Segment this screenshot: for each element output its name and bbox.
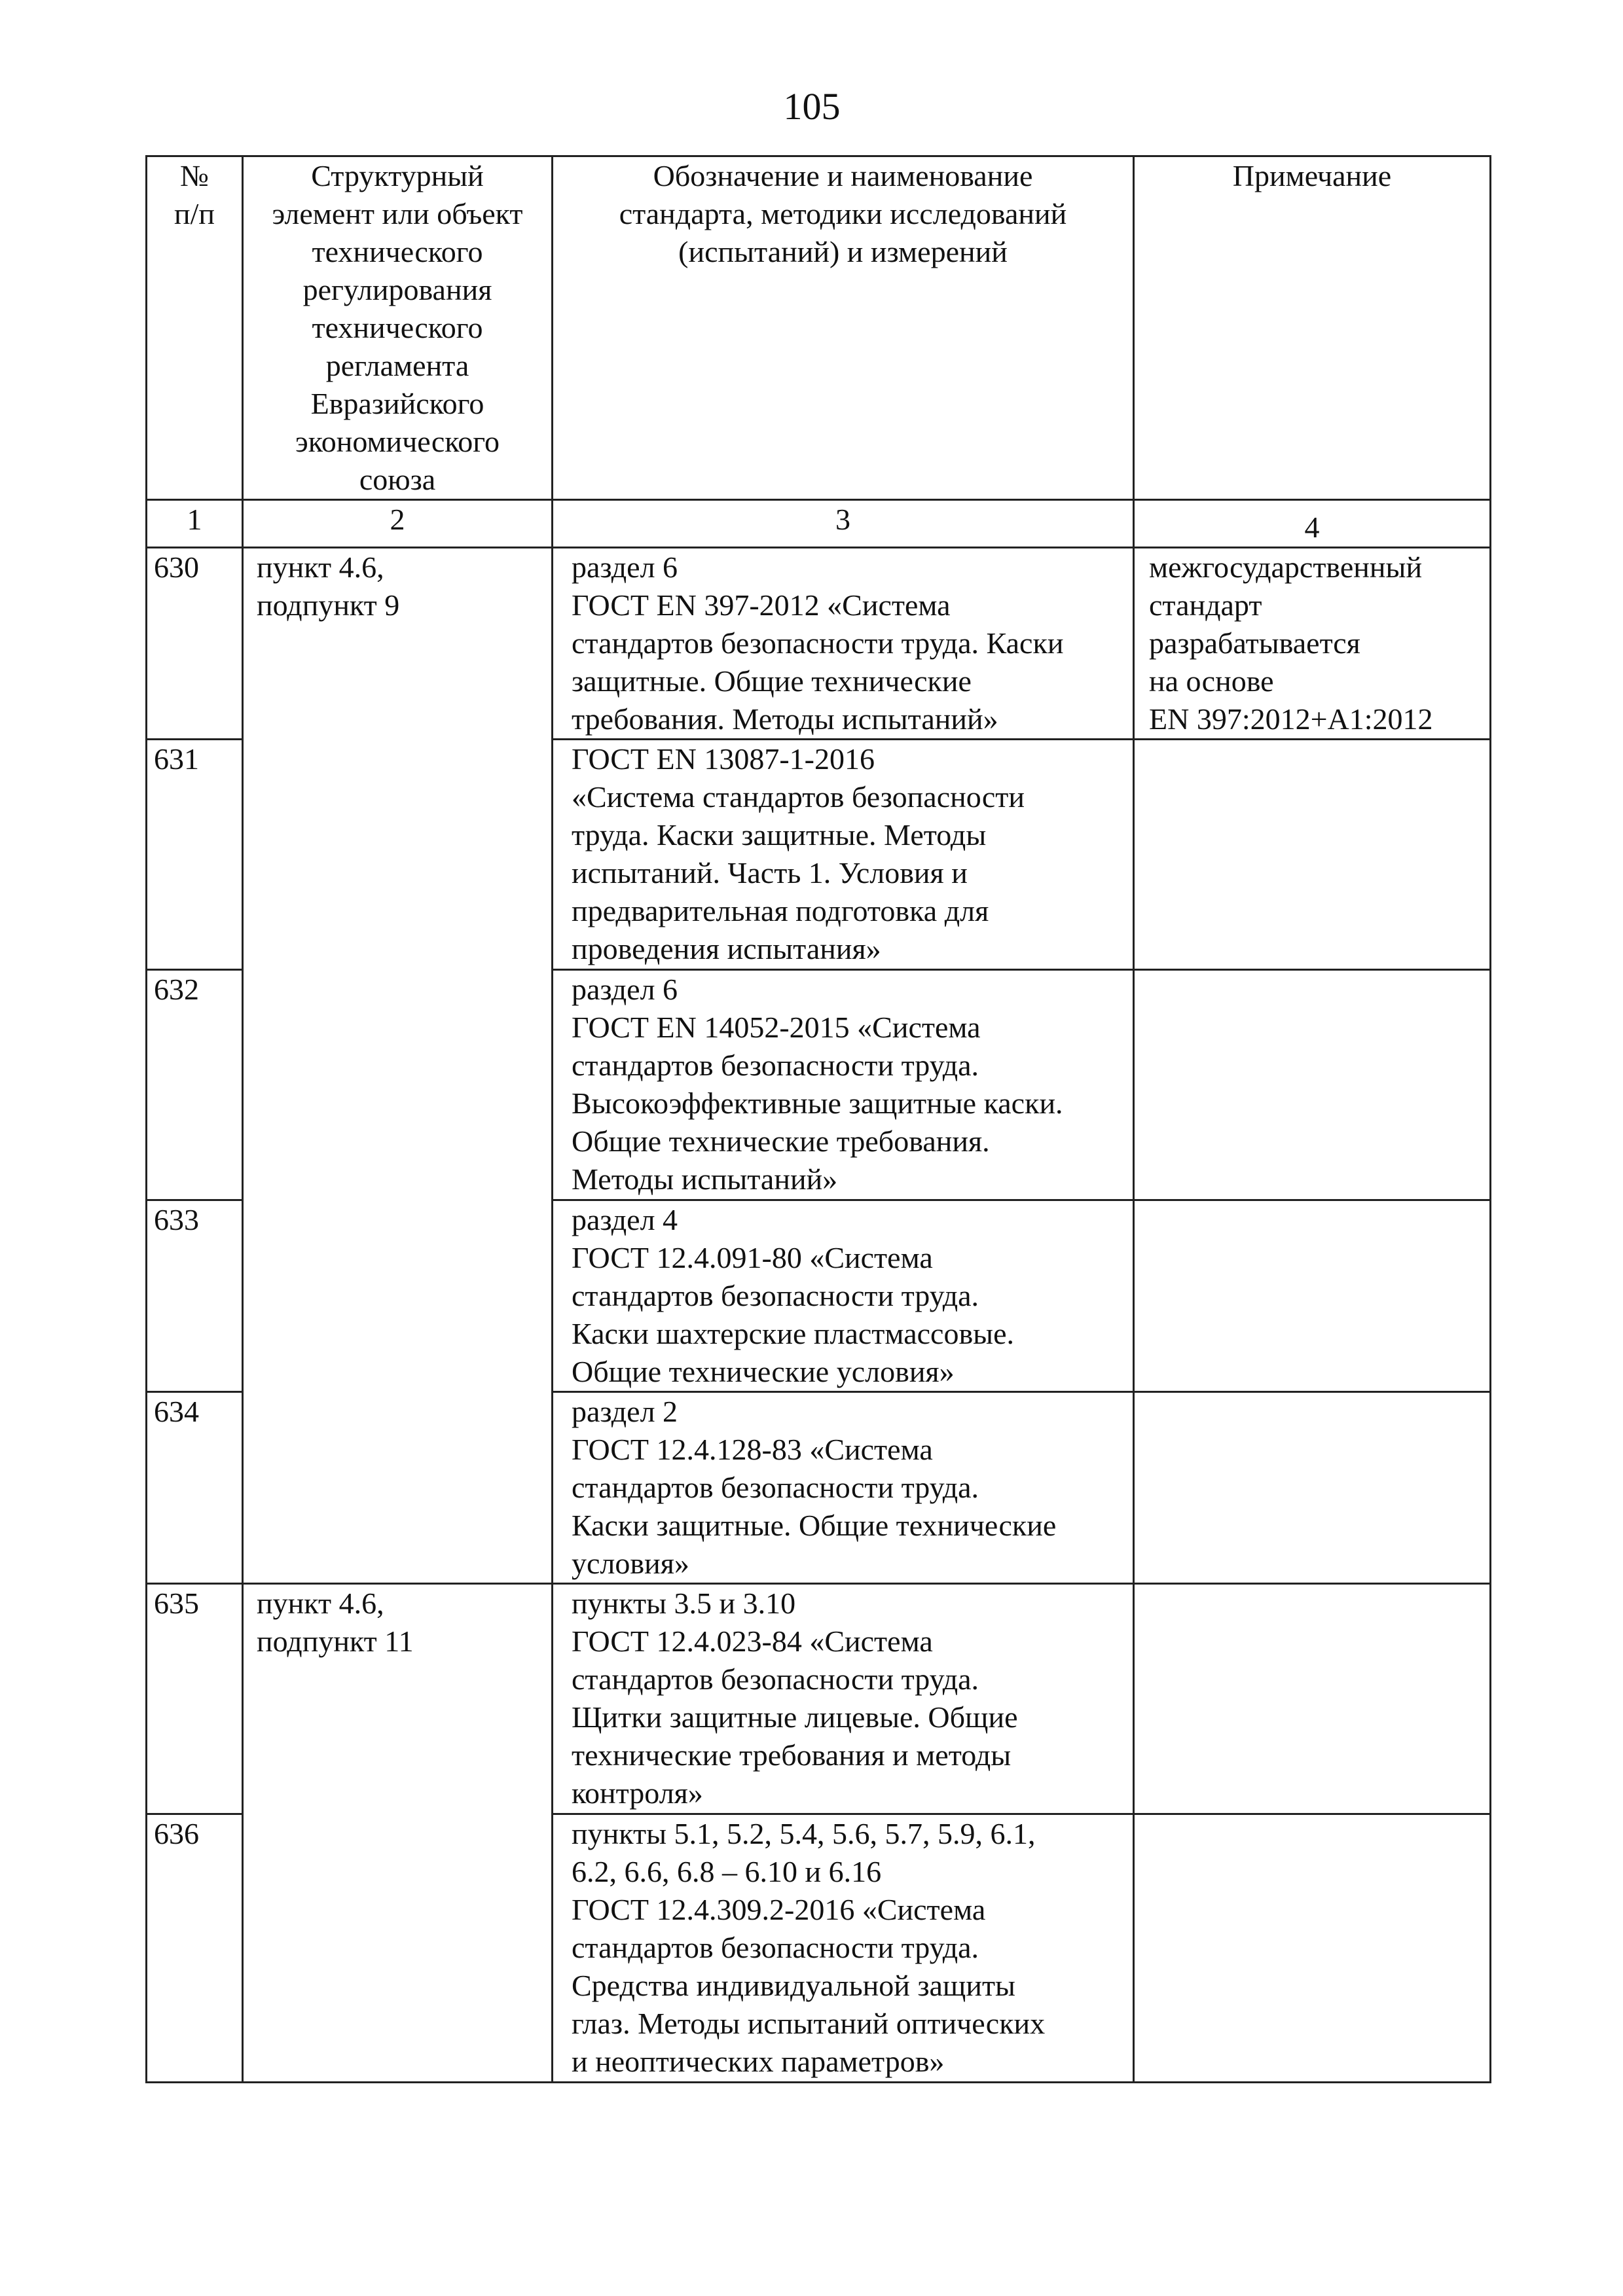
standard-line: ГОСТ EN 397-2012 «Система <box>572 588 951 622</box>
note-line: EN 397:2012+A1:2012 <box>1149 702 1433 736</box>
standard-line: требования. Методы испытаний» <box>572 702 998 736</box>
standard-line: стандартов безопасности труда. Каски <box>572 626 1064 660</box>
standard-line: и неоптических параметров» <box>572 2045 945 2078</box>
standard-line: «Система стандартов безопасности <box>572 780 1025 814</box>
standard-line: стандартов безопасности труда. <box>572 1931 979 1964</box>
note-line: стандарт <box>1149 588 1262 622</box>
standard-line: труда. Каски защитные. Методы <box>572 818 987 852</box>
standard-line: Методы испытаний» <box>572 1162 838 1196</box>
header-col2-line: Структурный <box>311 159 484 192</box>
header-col2-line: элемент или объект <box>272 197 523 230</box>
header-col1-line: № <box>180 159 209 192</box>
header-col2-line: союза <box>359 463 436 496</box>
header-standard-cell <box>553 156 1134 500</box>
standard-line: проведения испытания» <box>572 932 881 965</box>
row-number: 634 <box>147 1392 243 1584</box>
table-row <box>147 1584 1491 1814</box>
element-line: пункт 4.6, <box>257 1587 384 1620</box>
note-cell <box>1134 1200 1491 1392</box>
header-col3-line: стандарта, методики исследований <box>619 197 1067 230</box>
row-number: 630 <box>147 548 243 740</box>
element-line: пункт 4.6, <box>257 550 384 584</box>
standard-line: Общие технические условия» <box>572 1355 955 1388</box>
standard-line: ГОСТ 12.4.091-80 «Система <box>572 1241 933 1274</box>
header-col2-line: Евразийского <box>310 387 484 420</box>
table-row <box>147 548 1491 740</box>
standard-line: Общие технические требования. <box>572 1124 990 1158</box>
standard-line: раздел 6 <box>572 550 678 584</box>
standard-line: ГОСТ 12.4.023-84 «Система <box>572 1624 933 1658</box>
standard-line: раздел 2 <box>572 1395 678 1428</box>
standard-line: ГОСТ EN 14052-2015 «Система <box>572 1011 981 1044</box>
standard-cell <box>553 1392 1134 1584</box>
row-number: 635 <box>147 1584 243 1814</box>
header-col3-line: (испытаний) и измерений <box>678 235 1008 268</box>
standard-line: предварительная подготовка для <box>572 894 989 927</box>
standard-line: ГОСТ 12.4.309.2-2016 «Система <box>572 1893 986 1926</box>
standard-line: Каски шахтерские пластмассовые. <box>572 1317 1014 1350</box>
standard-cell <box>553 970 1134 1200</box>
standard-line: Средства индивидуальной защиты <box>572 1969 1015 2002</box>
note-cell <box>1134 1584 1491 1814</box>
standard-line: глаз. Методы испытаний оптических <box>572 2007 1046 2040</box>
element-cell <box>243 548 553 1584</box>
standard-line: Щитки защитные лицевые. Общие <box>572 1700 1018 1734</box>
standard-line: стандартов безопасности труда. <box>572 1662 979 1696</box>
standard-line: раздел 6 <box>572 973 678 1006</box>
element-line: подпункт 9 <box>257 588 400 622</box>
column-number: 4 <box>1134 500 1491 548</box>
header-col2-line: технического <box>312 235 483 268</box>
column-number-row <box>147 500 1491 548</box>
note-line: межгосударственный <box>1149 550 1423 584</box>
standard-cell <box>553 548 1134 740</box>
column-number: 3 <box>553 500 1134 548</box>
row-number: 632 <box>147 970 243 1200</box>
row-number: 636 <box>147 1814 243 2083</box>
note-cell <box>1134 1392 1491 1584</box>
header-note-cell <box>1134 156 1491 500</box>
table-header-row <box>147 156 1491 500</box>
standard-line: раздел 4 <box>572 1203 678 1236</box>
standard-cell <box>553 1814 1134 2083</box>
standard-line: 6.2, 6.6, 6.8 – 6.10 и 6.16 <box>572 1855 882 1888</box>
standard-line: стандартов безопасности труда. <box>572 1471 979 1504</box>
element-line: подпункт 11 <box>257 1624 414 1658</box>
standard-line: контроля» <box>572 1776 703 1810</box>
standard-cell <box>553 1584 1134 1814</box>
note-cell <box>1134 740 1491 970</box>
header-element-cell <box>243 156 553 500</box>
header-number-cell <box>147 156 243 500</box>
header-col2-line: регулирования <box>302 273 492 306</box>
standard-line: стандартов безопасности труда. <box>572 1049 979 1082</box>
note-cell <box>1134 970 1491 1200</box>
standard-line: условия» <box>572 1547 689 1580</box>
standard-line: ГОСТ EN 13087-1-2016 <box>572 742 875 776</box>
row-number: 633 <box>147 1200 243 1392</box>
standard-line: технические требования и методы <box>572 1738 1012 1772</box>
standard-line: ГОСТ 12.4.128-83 «Система <box>572 1433 933 1466</box>
standard-line: защитные. Общие технические <box>572 664 972 698</box>
header-col2-line: технического <box>312 311 483 344</box>
header-col3-line: Обозначение и наименование <box>653 159 1033 192</box>
header-col2-line: экономического <box>295 425 500 458</box>
header-col1-line: п/п <box>173 197 215 230</box>
column-number: 1 <box>147 500 243 548</box>
page-number: 105 <box>783 85 841 128</box>
standard-line: Каски защитные. Общие технические <box>572 1509 1057 1542</box>
standard-line: испытаний. Часть 1. Условия и <box>572 856 968 889</box>
note-cell <box>1134 548 1491 740</box>
standard-line: стандартов безопасности труда. <box>572 1279 979 1312</box>
column-number: 2 <box>243 500 553 548</box>
note-cell <box>1134 1814 1491 2083</box>
header-col2-line: регламента <box>325 349 469 382</box>
note-line: разрабатывается <box>1149 626 1360 660</box>
header-col4-label: Примечание <box>1232 159 1392 192</box>
standard-line: Высокоэффективные защитные каски. <box>572 1086 1063 1120</box>
standard-line: пункты 5.1, 5.2, 5.4, 5.6, 5.7, 5.9, 6.1, <box>572 1817 1036 1850</box>
standard-line: пункты 3.5 и 3.10 <box>572 1587 796 1620</box>
element-cell <box>243 1584 553 2083</box>
row-number: 631 <box>147 740 243 970</box>
note-line: на основе <box>1149 664 1274 698</box>
standard-cell <box>553 740 1134 970</box>
standard-cell <box>553 1200 1134 1392</box>
standards-table <box>145 155 1491 2083</box>
